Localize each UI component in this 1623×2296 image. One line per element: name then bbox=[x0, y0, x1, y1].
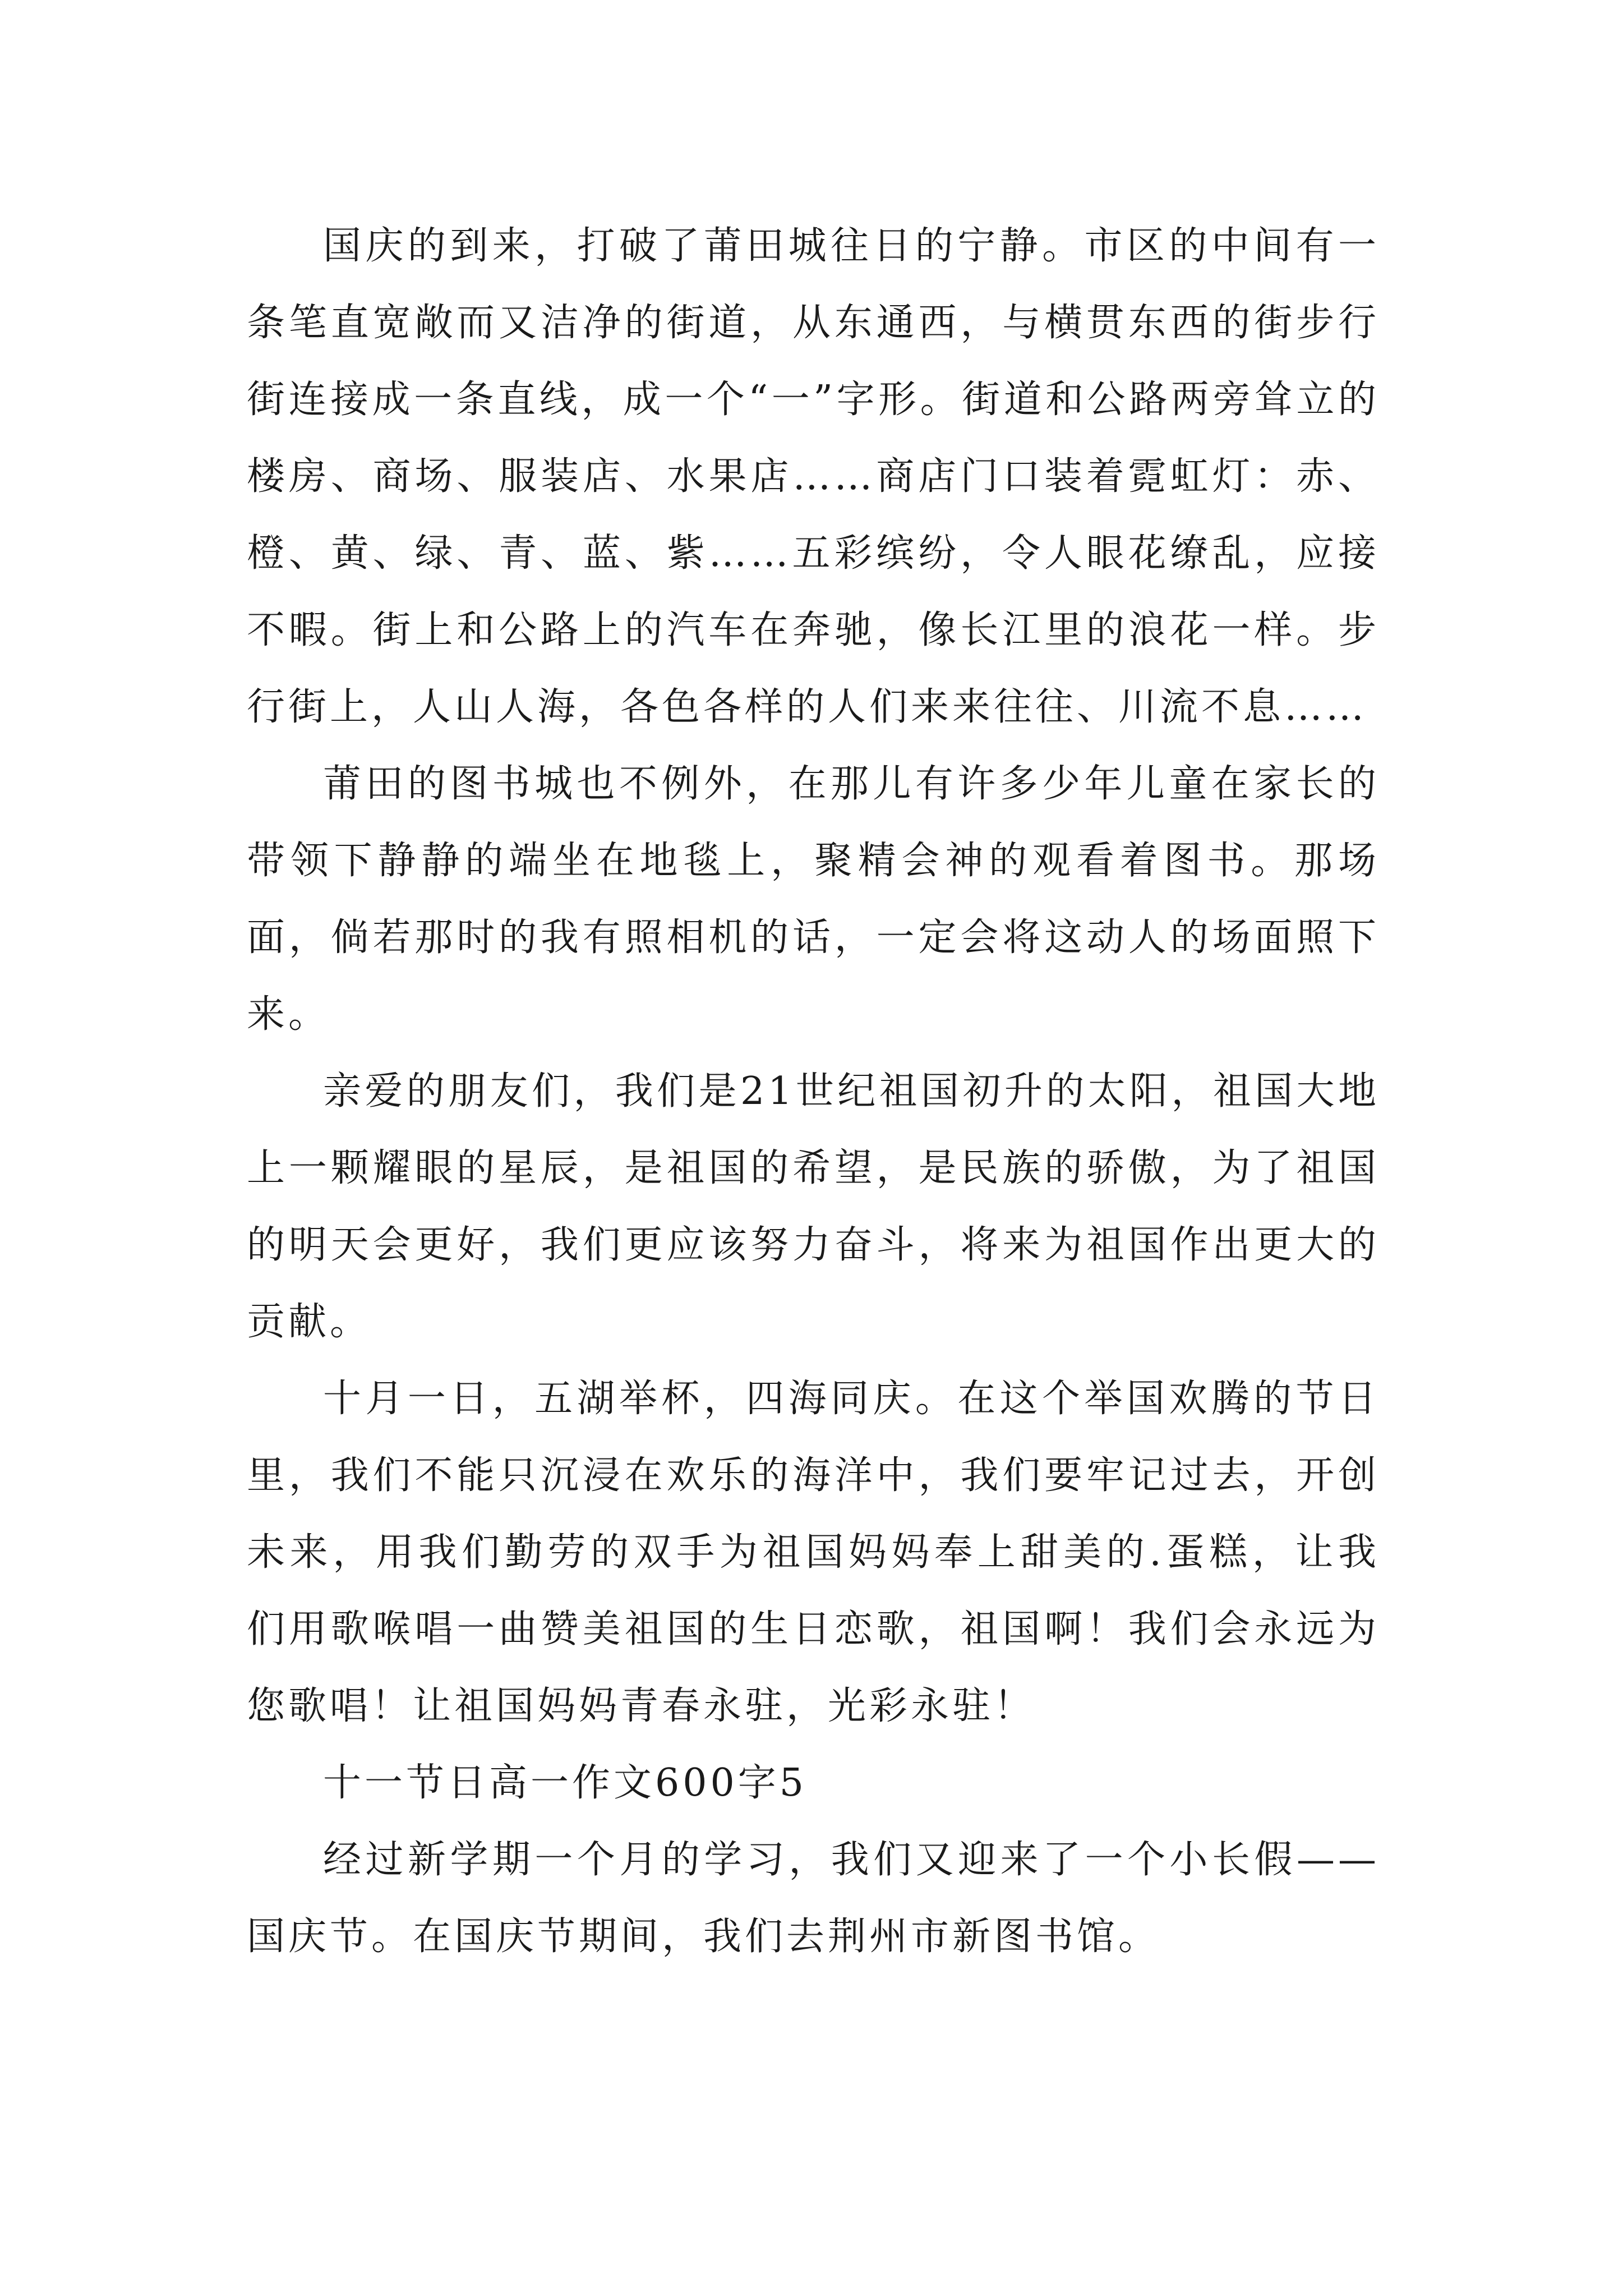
paragraph-book-city: 莆田的图书城也不例外，在那儿有许多少年儿童在家长的带领下静静的端坐在地毯上，聚精会神的观看着图书。那场面，倘若那时的我有照相机的话，一定会将这动人的场面照下来。 bbox=[247, 762, 1380, 1037]
paragraph-new-semester: 经过新学期一个月的学习，我们又迎来了一个小长假——国庆节。在国庆节期间，我们去荆州市新图书馆。 bbox=[247, 1838, 1380, 1959]
essay-heading: 十一节日高一作文600字5 bbox=[323, 1761, 808, 1805]
paragraph-national-day-city: 国庆的到来，打破了莆田城往日的宁静。市区的中间有一条笔直宽敞而又洁净的街道，从东通西，与横贯东西的街步行街连接成一条直线，成一个“一”字形。街道和公路两旁耸立的楼房、商场、服装店、水果店……商店门口装着霓虹灯：赤、橙、黄、绿、青、蓝、紫……五彩缤纷，令人眼花缭乱，应接不暇。街上和公路上的汽车在奔驰，像长江里的浪花一样。步行街上，人山人海，各色各样的人们来来往往、川流不息…… bbox=[247, 224, 1380, 729]
article-body bbox=[247, 208, 1380, 1975]
paragraph-dear-friends: 亲爱的朋友们，我们是21世纪祖国初升的太阳，祖国大地上一颗耀眼的星辰，是祖国的希望，是民族的骄傲，为了祖国的明天会更好，我们更应该努力奋斗，将来为祖国作出更大的贡献。 bbox=[247, 1069, 1380, 1344]
paragraph-october-first: 十月一日，五湖举杯，四海同庆。在这个举国欢腾的节日里，我们不能只沉浸在欢乐的海洋中，我们要牢记过去，开创未来，用我们勤劳的双手为祖国妈妈奉上甜美的.蛋糕，让我们用歌喉唱一曲赞美祖国的生日恋歌，祖国啊！我们会永远为您歌唱！让祖国妈妈青春永驻，光彩永驻！ bbox=[247, 1377, 1380, 1728]
